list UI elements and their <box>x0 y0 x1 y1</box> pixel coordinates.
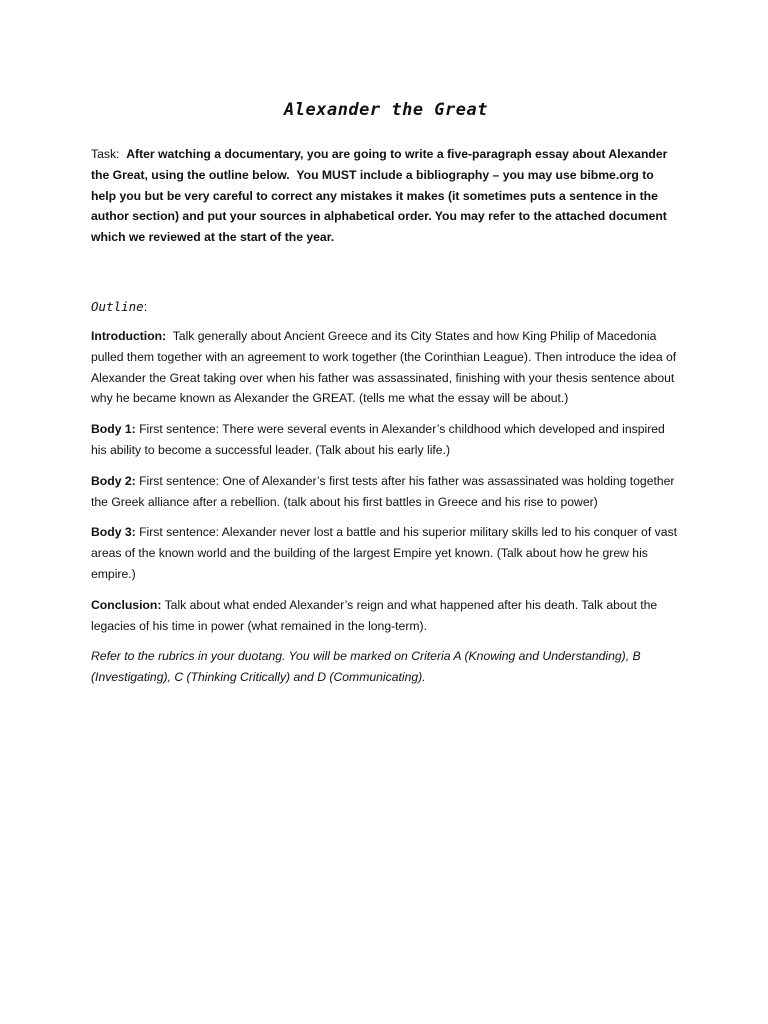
section-label: Introduction: <box>91 328 167 343</box>
outline-heading-text: Outline <box>91 298 144 314</box>
document-title: Alexander the Great <box>284 100 488 120</box>
task-instructions: After watching a documentary, you are going to write a five-paragraph essay about Alexander the Great, using the outline below. <box>91 147 668 182</box>
section-text: First sentence: There were several events in Alexander’s childhood which developed and inspired his ability to become a successful leader. (Talk about his early life.) <box>91 422 665 457</box>
section-text: Talk about what ended Alexander’s reign and what happened after his death. Talk about the legacies of his time in power (what remained in the long-term). <box>91 597 658 633</box>
section-body-2 <box>91 471 681 513</box>
task-paragraph <box>91 144 681 248</box>
outline-heading-colon: : <box>143 299 148 314</box>
section-label: Conclusion: <box>91 597 162 612</box>
section-body-3 <box>91 522 681 584</box>
section-body-1 <box>91 419 681 461</box>
section-label: Body 3: <box>91 525 136 540</box>
rubric-note: Refer to the rubrics in your duotang. You will be marked on Criteria A (Knowing and Understanding), B (Investigating), C (Thinking Critically) and D (Communicating). <box>91 649 641 685</box>
document-content <box>91 100 681 688</box>
section-conclusion <box>91 595 681 637</box>
task-label: Task: <box>91 147 120 161</box>
section-text: First sentence: Alexander never lost a battle and his superior military skills led to his conquer of vast areas of the known world and the building of the largest Empire yet known. (Talk about how he grew his empire.) <box>91 525 677 581</box>
task-requirements: You MUST include a bibliography – you may use bibme.org to help you but be very careful to correct any mistakes it makes (it sometimes puts a sentence in the author section) and put your sources in alphabetical order. You may refer to the attached document which we reviewed at the start of the year. <box>91 167 667 245</box>
section-introduction <box>91 326 681 409</box>
section-text: Talk generally about Ancient Greece and its City States and how King Philip of Macedonia pulled them together with an agreement to work together (the Corinthian League). Then introduce the idea of Alexander the Great taking over when his father was assassinated, finishing with your thesis sentence about why he became known as Alexander the GREAT. (tells me what the essay will be about.) <box>91 328 677 406</box>
section-label: Body 2: <box>91 473 136 488</box>
outline-heading <box>91 299 681 314</box>
section-label: Body 1: <box>91 422 136 437</box>
section-text: First sentence: One of Alexander’s first tests after his father was assassinated was holding together the Greek alliance after a rebellion. (talk about his first battles in Greece and his rise to power) <box>91 473 675 509</box>
